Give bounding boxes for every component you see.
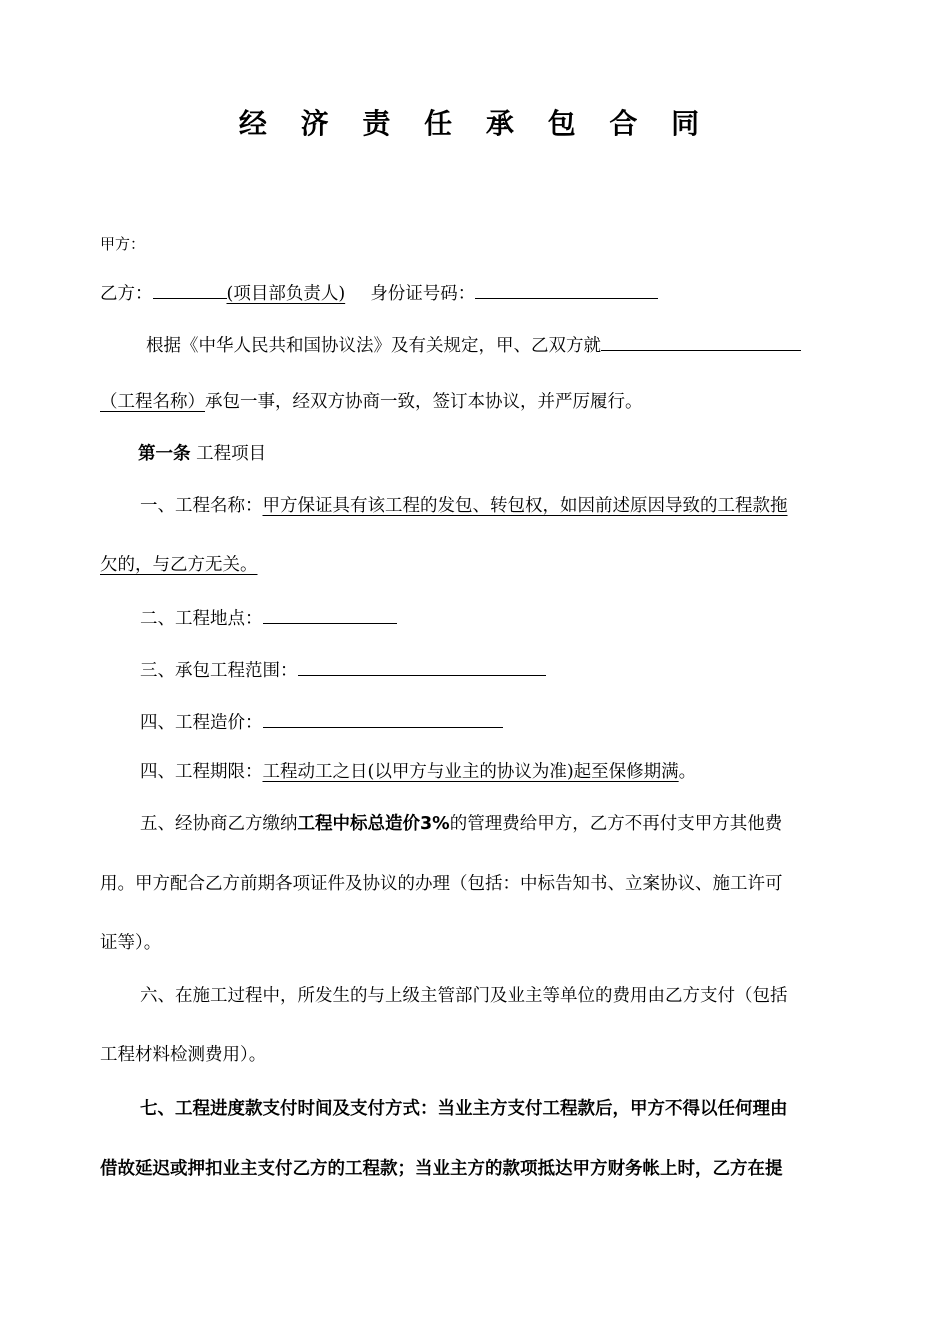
management-fee-pre: 五、经协商乙方缴纳 [140, 814, 298, 834]
project-name-note: （工程名称） [100, 392, 205, 412]
id-number-label: 身份证号码： [370, 284, 476, 304]
payment-terms-item [140, 1097, 788, 1121]
management-fee-item [140, 812, 782, 836]
payment-terms-line-2: 借故延迟或押扣业主支付乙方的工程款；当业主方的款项抵达甲方财务帐上时，乙方在提 [100, 1159, 783, 1179]
intro-line-1 [146, 331, 801, 358]
project-period-end: 。 [678, 762, 697, 782]
project-cost-blank [263, 708, 503, 728]
project-period-text: 工程动工之日(以甲方与业主的协议为准)起至保修期满 [262, 762, 679, 782]
payment-terms-line-1: 七、工程进度款支付时间及支付方式：当业主方支付工程款后，甲方不得以任何理由 [140, 1099, 788, 1119]
project-location-item [140, 604, 397, 631]
party-a-label: 甲方： [100, 235, 146, 253]
contract-scope-blank [298, 656, 546, 676]
management-fee-line-2: 用。甲方配合乙方前期各项证件及协议的办理（包括：中标告知书、立案协议、施工许可 [100, 874, 783, 894]
article-1-number: 第一条 [138, 444, 191, 464]
construction-costs-line-1: 六、在施工过程中，所发生的与上级主管部门及业主等单位的费用由乙方支付（包括 [140, 986, 788, 1006]
project-location-label: 二、工程地点： [140, 609, 263, 629]
article-1-heading [138, 442, 266, 466]
id-number-blank [475, 279, 658, 299]
project-cost-item [140, 708, 503, 735]
management-fee-post: 的管理费给甲方，乙方不再付支甲方其他费 [449, 814, 783, 834]
project-name-label: 一、工程名称： [140, 496, 263, 516]
contract-scope-item [140, 656, 546, 683]
party-b-line [100, 279, 658, 306]
project-cost-label: 四、工程造价： [140, 713, 263, 733]
construction-costs-line-2: 工程材料检测费用）。 [100, 1045, 267, 1065]
party-b-label: 乙方： [100, 284, 153, 304]
project-location-blank [263, 604, 397, 624]
management-fee-bold: 工程中标总造价3% [297, 814, 450, 834]
intro-text-1: 根据《中华人民共和国协议法》及有关规定，甲、乙双方就 [146, 336, 601, 356]
construction-costs-item [140, 984, 788, 1008]
project-period-label: 四、工程期限： [140, 762, 263, 782]
document-title: 经 济 责 任 承 包 合 同 [238, 107, 712, 140]
project-name-text-1: 甲方保证具有该工程的发包、转包权，如因前述原因导致的工程款拖 [262, 496, 788, 516]
contract-scope-label: 三、承包工程范围： [140, 661, 298, 681]
party-a-line [100, 232, 145, 256]
article-1-title: 工程项目 [196, 444, 267, 464]
management-fee-cont-1 [100, 872, 783, 896]
party-b-role-note: (项目部负责人) [226, 284, 346, 304]
management-fee-cont-2 [100, 931, 161, 955]
project-period-item [140, 760, 696, 784]
project-name-text-2: 欠的，与乙方无关。 [100, 555, 258, 575]
management-fee-line-3: 证等）。 [100, 933, 162, 953]
payment-terms-cont [100, 1157, 783, 1181]
project-name-item-cont [100, 553, 258, 577]
intro-line-2 [100, 390, 643, 414]
project-name-item [140, 494, 788, 518]
construction-costs-cont [100, 1043, 266, 1067]
party-b-name-blank [153, 279, 227, 299]
intro-text-2: 承包一事，经双方协商一致，签订本协议，并严厉履行。 [205, 392, 643, 412]
project-name-blank [601, 331, 801, 351]
